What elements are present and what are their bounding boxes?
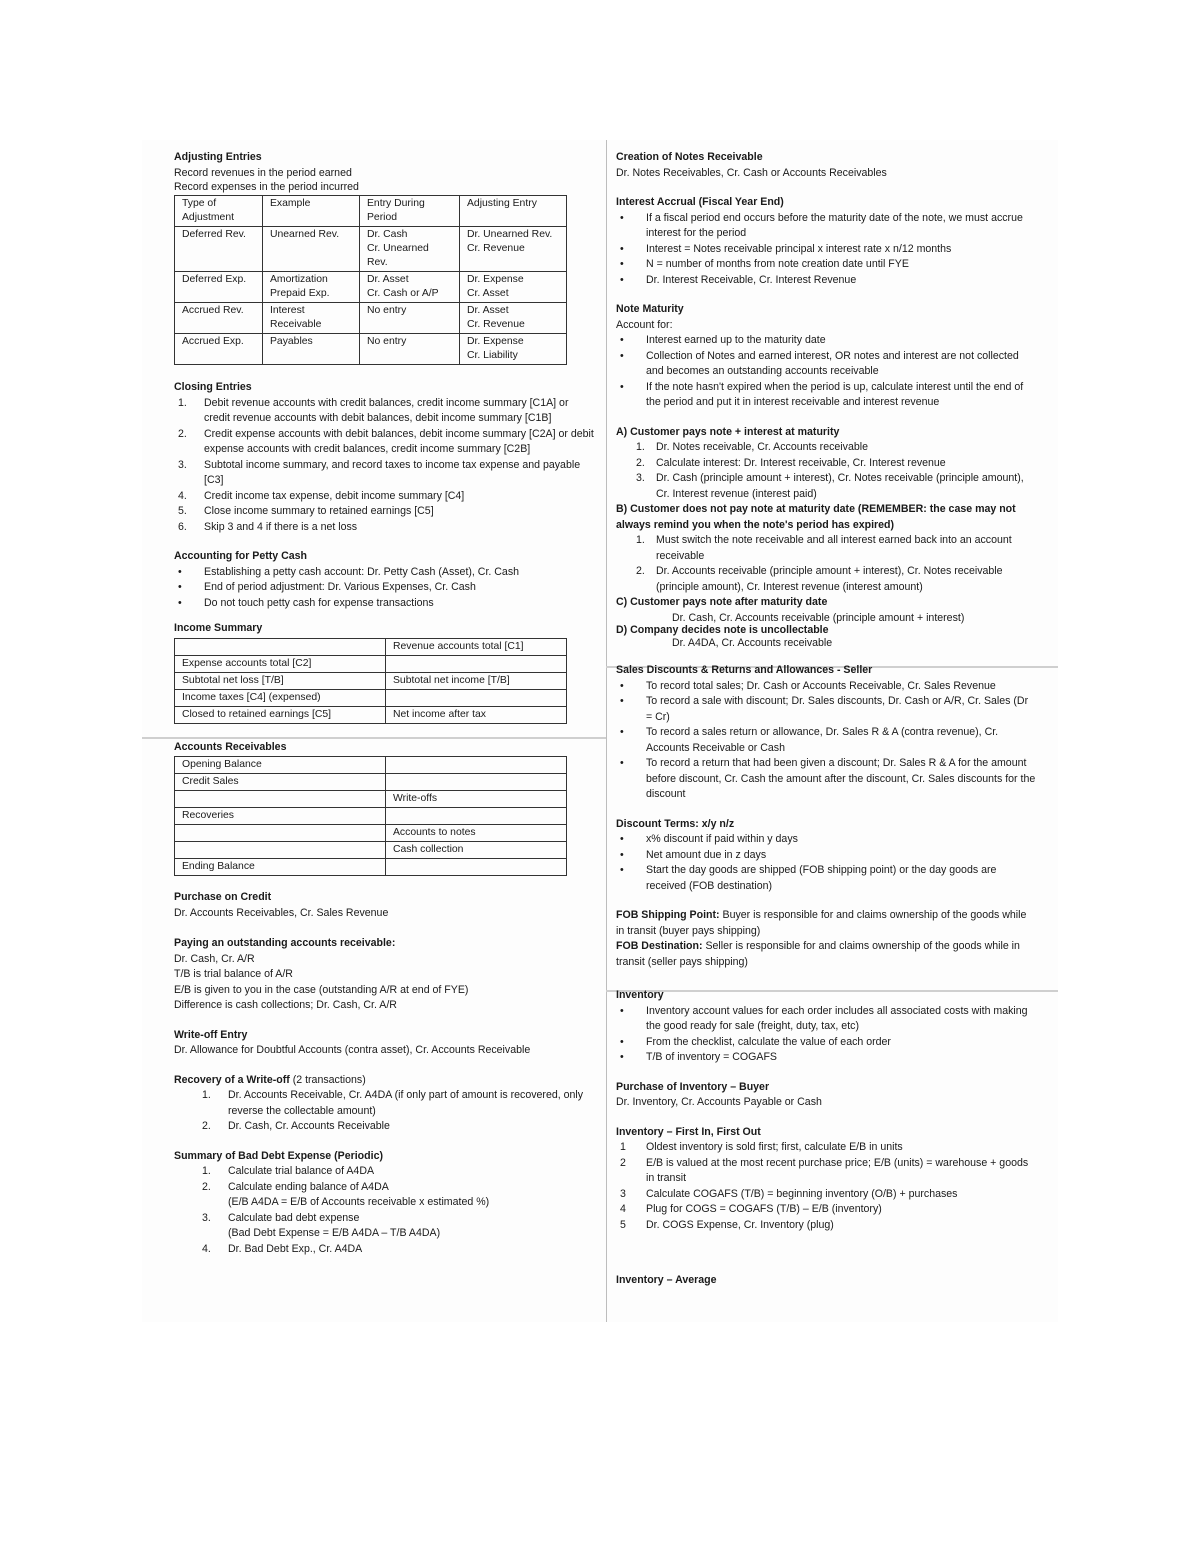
table-cell: Accrued Rev. <box>175 303 263 334</box>
maturity-list <box>616 333 1036 411</box>
list-item: 5 Dr. COGS Expense, Cr. Inventory (plug) <box>620 1218 834 1231</box>
closing-section <box>174 380 594 535</box>
list-item: 6. Skip 3 and 4 if there is a net loss <box>178 520 358 533</box>
creation-title: Creation of Notes Receivable <box>616 151 763 163</box>
fifo-section <box>616 1125 1036 1234</box>
inventory-section <box>616 988 1036 1066</box>
recovery-heading <box>174 1073 594 1089</box>
list-item: 4. Dr. Bad Debt Exp., Cr. A4DA <box>202 1242 363 1255</box>
table-cell: Dr. Asset Cr. Revenue <box>460 303 567 334</box>
bad-debt-list <box>174 1164 594 1257</box>
adjusting-title: Adjusting Entries <box>174 151 262 163</box>
income-summary-title: Income Summary <box>174 622 263 634</box>
list-item: 1. Dr. Accounts Receivable, Cr. A4DA (if only part of amount is recovered, only reverse the collectable amount) <box>202 1089 584 1117</box>
list-item: • T/B of inventory = COGAFS <box>616 1050 1036 1066</box>
fob-shipping <box>616 908 1036 939</box>
table-cell <box>386 689 567 706</box>
table-row <box>175 672 567 689</box>
table-row <box>175 655 567 672</box>
table-cell <box>386 774 567 791</box>
fob-section <box>616 908 1036 970</box>
list-item: • From the checklist, calculate the value of each order <box>616 1035 1036 1051</box>
recovery-title: Recovery of a Write-off <box>174 1073 290 1086</box>
case-b-title: B) Customer does not pay note at maturity date (REMEMBER: the case may not always remind you when the note's period has expired) <box>616 503 1016 531</box>
table-cell: Dr. Expense Cr. Liability <box>460 334 567 365</box>
interest-list <box>616 211 1036 289</box>
table-row <box>175 774 567 791</box>
ar-section <box>174 740 594 877</box>
purchase-inv-section <box>616 1080 1036 1111</box>
table-cell: Amortization Prepaid Exp. <box>263 272 360 303</box>
right-column <box>616 150 1036 1289</box>
fob-dest-text: Seller is responsible for and claims ownership of the goods while in transit (seller pays shipping) <box>616 940 1020 968</box>
ar-table <box>174 756 567 876</box>
list-item: 3. Subtotal income summary, and record taxes to income tax expense and payable [C3] <box>178 458 581 486</box>
table-cell: Closed to retained earnings [C5] <box>175 706 386 723</box>
case-a-title: A) Customer pays note + interest at maturity <box>616 425 840 438</box>
table-row <box>175 808 567 825</box>
interest-title: Interest Accrual (Fiscal Year End) <box>616 196 784 208</box>
list-item: 2 E/B is valued at the most recent purchase price; E/B (units) = warehouse + goods in transit <box>620 1156 1029 1184</box>
list-item: • To record a return that had been given a discount; Dr. Sales R & A for the amount before discount, Cr. Cash the amount after the discount, Cr. Sales discounts for the discount <box>616 756 1036 803</box>
adjusting-line: Record revenues in the period earned <box>174 166 352 179</box>
table-cell <box>386 655 567 672</box>
maturity-title: Note Maturity <box>616 303 684 315</box>
paying-ar-section <box>174 936 594 1014</box>
paying-ar-title: Paying an outstanding accounts receivable: <box>174 937 396 949</box>
list-item: 1. Calculate trial balance of A4DA <box>202 1165 375 1177</box>
table-row <box>175 689 567 706</box>
list-item: 5. Close income summary to retained earnings [C5] <box>178 505 434 517</box>
ar-title: Accounts Receivables <box>174 740 287 753</box>
list-item: 1 Oldest inventory is sold first; first, calculate E/B in units <box>620 1141 903 1153</box>
table-cell: Write-offs <box>386 791 567 808</box>
text-line: Dr. Accounts Receivables, Cr. Sales Revenue <box>174 906 389 919</box>
column-divider <box>606 140 607 1322</box>
fifo-title: Inventory – First In, First Out <box>616 1125 761 1138</box>
table-cell: Accrued Exp. <box>175 334 263 365</box>
list-item: 4 Plug for COGS = COGAFS (T/B) – E/B (inventory) <box>620 1203 882 1215</box>
fob-dest-label: FOB Destination: <box>616 940 703 952</box>
case-b-list <box>616 533 1036 595</box>
table-cell: Unearned Rev. <box>263 227 360 272</box>
table-row <box>175 757 567 774</box>
table-cell: Income taxes [C4] (expensed) <box>175 689 386 706</box>
table-cell: Dr. Asset Cr. Cash or A/P <box>360 272 460 303</box>
table-header: Adjusting Entry <box>460 196 567 227</box>
text-line: Dr. Allowance for Doubtful Accounts (contra asset), Cr. Accounts Receivable <box>174 1044 531 1056</box>
recovery-list <box>174 1088 594 1135</box>
table-cell: Cash collection <box>386 842 567 859</box>
petty-list <box>174 565 594 612</box>
table-cell <box>175 638 386 655</box>
recovery-section <box>174 1073 594 1135</box>
maturity-section <box>616 302 1036 411</box>
inventory-title: Inventory <box>616 989 664 1001</box>
income-summary-section <box>174 621 594 724</box>
writeoff-section <box>174 1028 594 1059</box>
table-cell: Interest Receivable <box>263 303 360 334</box>
average-title: Inventory – Average <box>616 1274 717 1286</box>
purchase-credit-title: Purchase on Credit <box>174 891 272 903</box>
average-section <box>616 1273 1036 1289</box>
table-cell: Deferred Rev. <box>175 227 263 272</box>
text-line: E/B is given to you in the case (outstanding A/R at end of FYE) <box>174 983 469 996</box>
petty-title: Accounting for Petty Cash <box>174 550 308 562</box>
sales-section <box>616 663 1036 803</box>
case-d-title: D) Company decides note is uncollectable <box>616 623 829 636</box>
list-item: • N = number of months from note creation date until FYE <box>616 257 1036 273</box>
list-item: • End of period adjustment: Dr. Various Expenses, Cr. Cash <box>174 580 594 596</box>
list-item: 2. Dr. Accounts receivable (principle amount + interest), Cr. Notes receivable (principle amount), Cr. Interest revenue (interest amount) <box>636 565 1003 593</box>
list-item: 1. Debit revenue accounts with credit balances, credit income summary [C1A] or credit revenue accounts with debit balances, debit income summary [C1B] <box>178 396 569 424</box>
text-line: Dr. Inventory, Cr. Accounts Payable or Cash <box>616 1096 822 1108</box>
list-item: 1. Dr. Notes receivable, Cr. Accounts receivable <box>636 441 868 453</box>
list-item: 1. Must switch the note receivable and all interest earned back into an account receivable <box>636 534 1012 562</box>
left-column <box>174 150 594 1257</box>
list-item: • If a fiscal period end occurs before the maturity date of the note, we must accrue interest for the period <box>616 211 1036 242</box>
table-cell <box>386 859 567 876</box>
table-row <box>175 706 567 723</box>
list-item: • Inventory account values for each order includes all associated costs with making the good ready for sale (freight, duty, tax, etc) <box>616 1004 1036 1035</box>
list-item: • If the note hasn't expired when the period is up, calculate interest until the end of the period and put it in interest receivable and interest revenue <box>616 380 1036 411</box>
purchase-inv-title: Purchase of Inventory – Buyer <box>616 1080 770 1093</box>
table-row <box>175 303 567 334</box>
list-item: • Interest earned up to the maturity date <box>616 333 1036 349</box>
table-cell: Subtotal net loss [T/B] <box>175 672 386 689</box>
adjusting-line: Record expenses in the period incurred <box>174 181 359 193</box>
petty-section <box>174 549 594 611</box>
text-line: Dr. Cash, Cr. A/R <box>174 952 255 965</box>
case-a-section <box>616 425 1036 652</box>
closing-title: Closing Entries <box>174 381 252 393</box>
table-cell: No entry <box>360 334 460 365</box>
case-a-list <box>616 440 1036 502</box>
list-item: • Collection of Notes and earned interest, OR notes and interest are not collected and becomes an outstanding accounts receivable <box>616 349 1036 380</box>
table-cell: Dr. Expense Cr. Asset <box>460 272 567 303</box>
table-cell: No entry <box>360 303 460 334</box>
list-item: • To record a sales return or allowance, Dr. Sales R & A (contra revenue), Cr. Accounts Receivable or Cash <box>616 725 1036 756</box>
closing-list <box>174 396 594 536</box>
income-summary-table <box>174 638 567 724</box>
table-cell: Payables <box>263 334 360 365</box>
text-line: Difference is cash collections; Dr. Cash, Cr. A/R <box>174 999 397 1011</box>
table-row <box>175 334 567 365</box>
table-cell: Ending Balance <box>175 859 386 876</box>
sales-list <box>616 679 1036 803</box>
list-item: 4. Credit income tax expense, debit income summary [C4] <box>178 489 465 502</box>
sales-title: Sales Discounts & Returns and Allowances - Seller <box>616 664 873 676</box>
table-cell: Deferred Exp. <box>175 272 263 303</box>
table-cell <box>175 825 386 842</box>
table-header-row <box>175 196 567 227</box>
table-cell: Expense accounts total [C2] <box>175 655 386 672</box>
table-cell: Dr. Unearned Rev. Cr. Revenue <box>460 227 567 272</box>
table-cell <box>175 842 386 859</box>
table-row <box>175 791 567 808</box>
list-item: 3 Calculate COGAFS (T/B) = beginning inventory (O/B) + purchases <box>620 1187 958 1200</box>
purchase-credit-section <box>174 890 594 921</box>
text-line: Dr. Notes Receivables, Cr. Cash or Accounts Receivables <box>616 166 887 179</box>
list-item: • Start the day goods are shipped (FOB shipping point) or the day goods are received (FOB destination) <box>616 863 1036 894</box>
table-header: Entry During Period <box>360 196 460 227</box>
fob-shipping-label: FOB Shipping Point: <box>616 909 720 921</box>
recovery-title-suffix: (2 transactions) <box>289 1073 366 1086</box>
text-line: T/B is trial balance of A/R <box>174 968 293 980</box>
fob-shipping-text: Buyer is responsible for and claims ownership of the goods while in transit (buyer pays shipping) <box>616 909 1027 937</box>
terms-list <box>616 832 1036 894</box>
table-cell <box>386 757 567 774</box>
list-item: 2. Calculate ending balance of A4DA (E/B A4DA = E/B of Accounts receivable x estimated %) <box>202 1180 490 1208</box>
list-item: • Establishing a petty cash account: Dr. Petty Cash (Asset), Cr. Cash <box>174 565 594 581</box>
list-item: • Net amount due in z days <box>616 848 1036 864</box>
table-cell: Dr. Cash Cr. Unearned Rev. <box>360 227 460 272</box>
table-cell: Subtotal net income [T/B] <box>386 672 567 689</box>
list-item: 3. Calculate bad debt expense (Bad Debt Expense = E/B A4DA – T/B A4DA) <box>202 1211 441 1239</box>
list-item: 2. Credit expense accounts with debit balances, debit income summary [C2A] or debit expense accounts with credit balances, credit income summary [C2B] <box>178 427 594 455</box>
table-row <box>175 842 567 859</box>
table-cell: Opening Balance <box>175 757 386 774</box>
list-item: • To record total sales; Dr. Cash or Accounts Receivable, Cr. Sales Revenue <box>616 679 1036 695</box>
bad-debt-title: Summary of Bad Debt Expense (Periodic) <box>174 1149 383 1162</box>
table-cell: Revenue accounts total [C1] <box>386 638 567 655</box>
terms-title: Discount Terms: x/y n/z <box>616 817 735 830</box>
table-cell <box>386 808 567 825</box>
table-cell <box>175 791 386 808</box>
text-line: Dr. Cash, Cr. Accounts receivable (principle amount + interest) <box>672 611 965 624</box>
table-cell: Net income after tax <box>386 706 567 723</box>
table-row <box>175 825 567 842</box>
table-cell: Accounts to notes <box>386 825 567 842</box>
case-c-title: C) Customer pays note after maturity date <box>616 596 828 608</box>
list-item: • Interest = Notes receivable principal x interest rate x n/12 months <box>616 242 1036 258</box>
table-header: Type of Adjustment <box>175 196 263 227</box>
table-row <box>175 638 567 655</box>
list-item: • Dr. Interest Receivable, Cr. Interest Revenue <box>616 273 1036 289</box>
list-item: • x% discount if paid within y days <box>616 832 1036 848</box>
list-item: 3. Dr. Cash (principle amount + interest), Cr. Notes receivable (principle amount), Cr. Interest revenue (interest paid) <box>636 472 1024 500</box>
inventory-list <box>616 1004 1036 1066</box>
table-row <box>175 859 567 876</box>
writeoff-title: Write-off Entry <box>174 1028 248 1041</box>
table-header: Example <box>263 196 360 227</box>
maturity-lead: Account for: <box>616 318 673 331</box>
table-cell: Credit Sales <box>175 774 386 791</box>
interest-section <box>616 195 1036 288</box>
fifo-list <box>616 1140 1036 1233</box>
bad-debt-section <box>174 1149 594 1258</box>
list-item: 2. Dr. Cash, Cr. Accounts Receivable <box>202 1120 390 1132</box>
list-item: 2. Calculate interest: Dr. Interest receivable, Cr. Interest revenue <box>636 456 946 469</box>
text-line: Dr. A4DA, Cr. Accounts receivable <box>672 636 833 649</box>
list-item: • To record a sale with discount; Dr. Sales discounts, Dr. Cash or A/R, Cr. Sales (Dr = Cr) <box>616 694 1036 725</box>
terms-section <box>616 817 1036 895</box>
adjusting-table <box>174 195 567 365</box>
list-item: • Do not touch petty cash for expense transactions <box>174 596 594 612</box>
fob-destination <box>616 939 1036 970</box>
table-row <box>175 272 567 303</box>
table-cell: Recoveries <box>175 808 386 825</box>
table-row <box>175 227 567 272</box>
